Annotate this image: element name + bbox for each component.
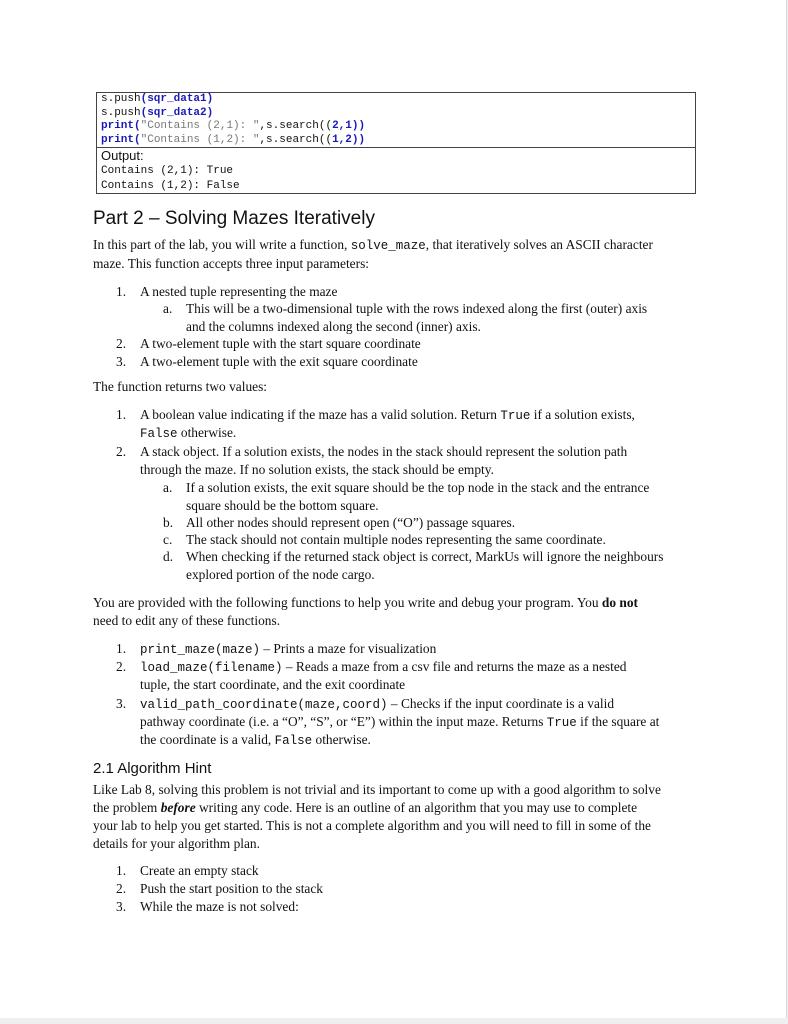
section-heading: Part 2 – Solving Mazes Iteratively [93,208,375,229]
code-keyword: print [101,120,135,132]
list-number: 3. [116,354,127,369]
code-line [101,120,691,134]
list-item: explored portion of the node cargo. [186,567,375,582]
list-number: 1. [116,284,127,299]
code-string: "Contains (1,2): " [140,133,260,146]
list-number: 2. [116,881,127,896]
list-number: d. [163,549,174,564]
paragraph-line: Like Lab 8, solving this problem is not trivial and its important to come up with a good algorithm to solve [93,782,661,797]
inline-code: print_maze(maze) [140,643,261,657]
list-number: a. [163,301,173,316]
list-item: The stack should not contain multiple nodes representing the same coordinate. [186,532,606,547]
provided-paragraph [93,594,698,630]
text: – Prints a maze for visualization [263,641,437,656]
text: In this part of the lab, you will write a function, [93,237,348,252]
list-item: This will be a two-dimensional tuple with the rows indexed along the first (outer) axis [186,301,648,316]
list-item [140,695,614,714]
intro-paragraph [93,236,698,273]
list-number: c. [163,532,173,547]
code-block [97,93,695,148]
code-line [101,134,691,148]
inline-code: True [546,716,577,730]
code-number: 2,1 [332,120,352,132]
list-item: If a solution exists, the exit square should be the top node in the stack and the entrance [186,480,650,495]
code-line [101,93,691,107]
emphasis-text: before [160,800,196,815]
text: You are provided with the following functions to help you write and debug your program. You [93,595,599,610]
inline-code: load_maze(filename) [140,661,283,675]
code-text: (sqr_data2) [140,106,214,119]
code-line [101,107,691,121]
list-item: A nested tuple representing the maze [140,284,338,299]
list-number: b. [163,515,174,530]
list-number: 1. [116,641,127,656]
text: pathway coordinate (i.e. a “O”, “S”, or “E”) within the input maze. Returns [140,714,544,729]
list-item: Create an empty stack [140,863,259,878]
bold-text: do not [601,595,639,610]
text: need to edit any of these functions. [93,613,281,628]
list-item: through the maze. If no solution exists, the stack should be empty. [140,462,494,477]
text: – Checks if the input coordinate is a valid [390,696,615,711]
output-block [97,148,695,193]
list-number: a. [163,480,173,495]
list-item [140,658,626,677]
code-text: ( [134,120,141,132]
text: maze. This function accepts three input parameters: [93,256,370,271]
code-text: )) [351,133,366,146]
code-text: ,s.search(( [259,120,333,132]
list-item: While the maze is not solved: [140,899,299,914]
list-item: square should be the bottom square. [186,498,379,513]
code-text: ( [134,133,141,146]
code-keyword: print [101,133,135,146]
list-item: All other nodes should represent open (“O”) passage squares. [186,515,516,530]
code-text: ,s.search(( [259,133,333,146]
code-text: )) [351,120,366,132]
code-text: s.push [101,93,141,105]
list-item: Push the start position to the stack [140,881,323,896]
code-example-box [96,92,696,194]
list-number: 3. [116,696,127,711]
viewer-background [0,1018,788,1024]
output-line: Contains (1,2): False [101,179,240,192]
text: the problem [93,800,158,815]
paragraph-line: your lab to help you get started. This is not a complete algorithm and you will need to fill in some of the [93,818,651,833]
list-item [140,424,236,443]
text: if a solution exists, [533,407,635,422]
list-number: 2. [116,444,127,459]
inline-code: valid_path_coordinate(maze,coord) [140,698,388,712]
paragraph-line: details for your algorithm plan. [93,836,260,851]
text: otherwise. [180,425,237,440]
text: otherwise. [315,732,371,747]
text: A boolean value indicating if the maze has a valid solution. Return [140,407,497,422]
text: – Reads a maze from a csv file and returns the maze as a nested [285,659,627,674]
paragraph: The function returns two values: [93,379,268,394]
list-number: 3. [116,899,127,914]
list-item: When checking if the returned stack object is correct, MarkUs will ignore the neighbours [186,549,664,564]
text: , that iteratively solves an ASCII character [425,237,653,252]
list-item: and the columns indexed along the second (inner) axis. [186,319,481,334]
list-item: A two-element tuple with the start square coordinate [140,336,421,351]
inline-code: True [500,409,531,423]
inline-code: False [274,734,313,748]
inline-code: solve_maze [350,239,426,253]
list-item [140,640,436,659]
output-line: Contains (2,1): True [101,165,234,177]
inline-code: False [140,427,178,441]
list-number: 1. [116,407,127,422]
text: the coordinate is a valid, [140,732,272,747]
code-text: s.push [101,106,141,119]
list-item: tuple, the start coordinate, and the exit coordinate [140,677,406,692]
text: writing any code. Here is an outline of an algorithm that you may use to complete [199,800,638,815]
code-text: (sqr_data1) [140,93,214,105]
list-item [140,406,635,425]
text: if the square at [580,714,660,729]
paragraph-line [93,799,637,817]
code-string: "Contains (2,1): " [140,120,260,132]
output-title: Output: [101,148,144,163]
subsection-heading: 2.1 Algorithm Hint [93,760,212,777]
list-item: A two-element tuple with the exit square coordinate [140,354,418,369]
list-number: 2. [116,659,127,674]
list-number: 2. [116,336,127,351]
list-item [140,731,371,750]
list-item [140,713,659,732]
list-number: 1. [116,863,127,878]
code-number: 1,2 [332,133,352,146]
list-item: A stack object. If a solution exists, the nodes in the stack should represent the solution path [140,444,628,459]
